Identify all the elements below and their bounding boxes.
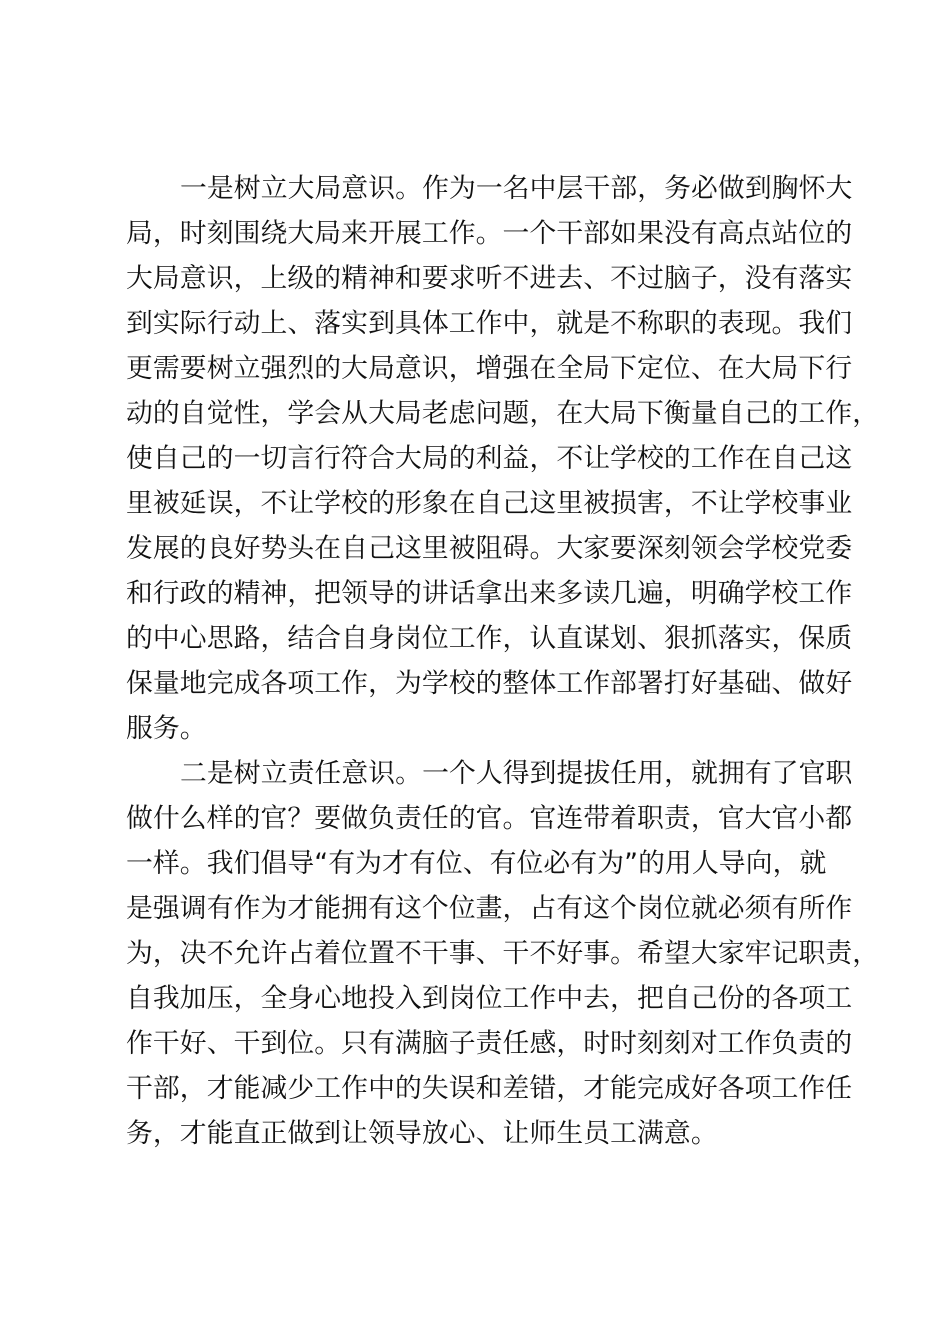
text-line: 动的自觉性，学会从大局老虑问题，在大局下衡量自己的工作， xyxy=(126,398,880,429)
text-line: 一样。我们倡导“有为才有位、有位必有为”的用人导向，就 xyxy=(126,848,827,879)
text-line: 的中心思路，结合自身岗位工作，认直谋划、狠抓落实，保质 xyxy=(126,623,853,654)
paragraph-responsibility-awareness xyxy=(126,751,880,1156)
text-line: 作干好、干到位。只有满脑子责任感，时时刻刻对工作负责的 xyxy=(126,1028,853,1059)
document-body xyxy=(126,166,880,1156)
text-line: 为，决不允许占着位置不干事、干不好事。希望大家牢记职责， xyxy=(126,938,880,969)
text-line: 服务。 xyxy=(126,713,207,744)
text-line: 发展的良好势头在自己这里被阻碍。大家要深刻领会学校党委 xyxy=(126,533,853,564)
text-line: 局，时刻围绕大局来开展工作。一个干部如果没有高点站位的 xyxy=(126,218,853,249)
text-line: 二是树立责任意识。一个人得到提拔任用，就拥有了官职 xyxy=(180,758,853,789)
text-line: 使自己的一切言行符合大局的利益，不让学校的工作在自己这 xyxy=(126,443,853,474)
text-line: 干部，才能减少工作中的失误和差错，才能完成好各项工作任 xyxy=(126,1073,853,1104)
text-line: 自我加压，全身心地投入到岗位工作中去，把自己份的各项工 xyxy=(126,983,853,1014)
text-line: 里被延误，不让学校的形象在自己这里被损害，不让学校事业 xyxy=(126,488,853,519)
paragraph-big-picture-awareness xyxy=(126,166,880,751)
text-line: 务，才能直正做到让领导放心、让师生员工满意。 xyxy=(126,1118,718,1149)
text-line: 做什么样的官？要做负责任的官。官连带着职责，官大官小都 xyxy=(126,803,853,834)
text-line: 和行政的精神，把领导的讲话拿出来多读几遍，明确学校工作 xyxy=(126,578,853,609)
text-line: 是强调有作为才能拥有这个位畫，占有这个岗位就必须有所作 xyxy=(126,893,853,924)
text-line: 更需要树立强烈的大局意识，增强在全局下定位、在大局下行 xyxy=(126,353,853,384)
text-line: 大局意识，上级的精神和要求听不进去、不过脑子，没有落实 xyxy=(126,263,853,294)
text-line: 一是树立大局意识。作为一名中层干部，务必做到胸怀大 xyxy=(180,173,853,204)
text-line: 到实际行动上、落实到具体工作中，就是不称职的表现。我们 xyxy=(126,308,853,339)
text-line: 保量地完成各项工作，为学校的整体工作部署打好基础、做好 xyxy=(126,668,853,699)
